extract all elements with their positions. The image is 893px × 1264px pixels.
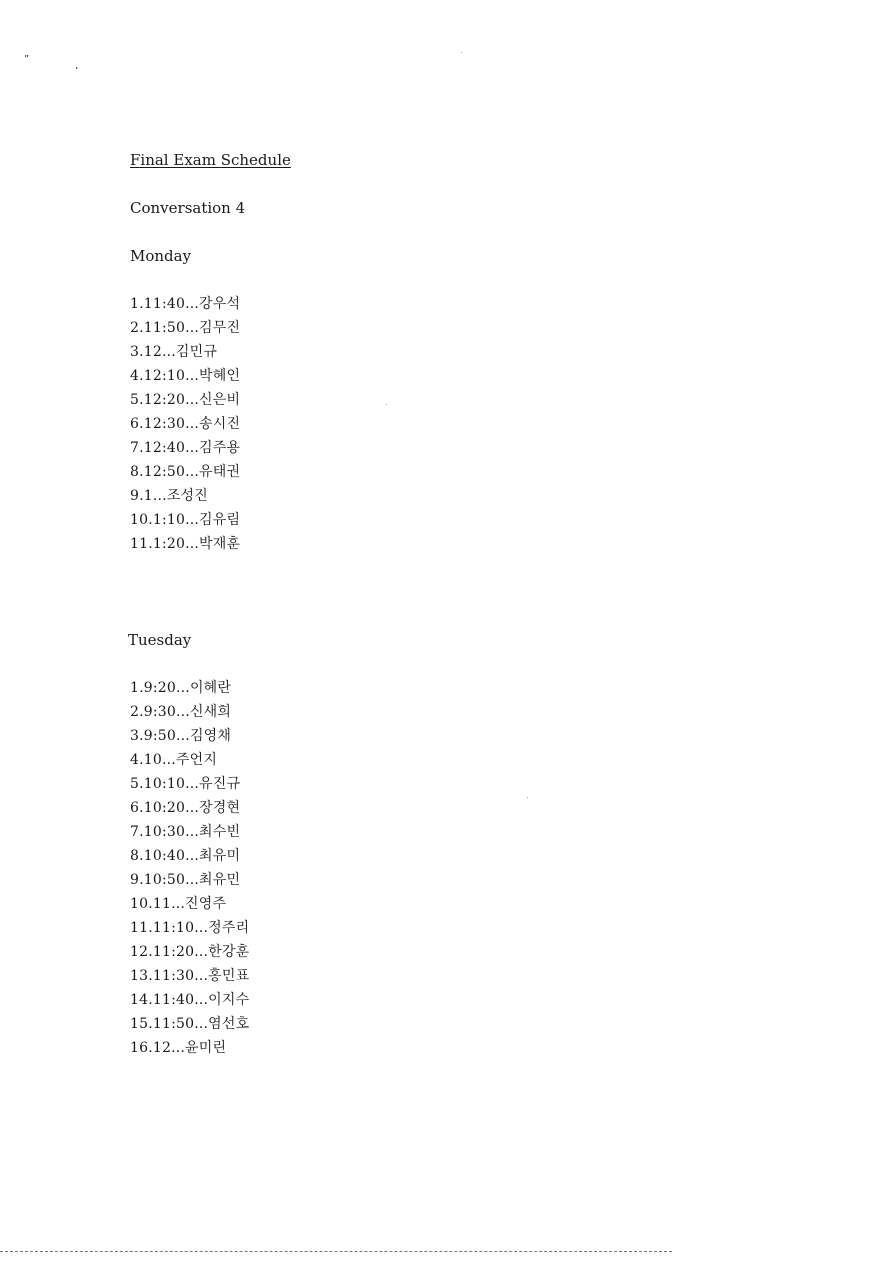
schedule-entry: 8.12:50...유태권 xyxy=(130,464,241,480)
schedule-entry: 4.12:10...박혜인 xyxy=(130,368,241,384)
schedule-entry: 6.12:30...송시진 xyxy=(130,416,241,432)
schedule-entry: 3.9:50...김영채 xyxy=(130,728,232,744)
schedule-entry: 14.11:40...이지수 xyxy=(130,992,250,1008)
document-body xyxy=(130,148,530,1060)
schedule-entry: 5.12:20...신은비 xyxy=(130,392,241,408)
schedule-entry: 1.11:40...강우석 xyxy=(130,296,241,312)
document-title: Final Exam Schedule xyxy=(130,151,291,169)
schedule-entry: 5.10:10...유진규 xyxy=(130,776,241,792)
bottom-scan-line xyxy=(0,1251,672,1252)
schedule-entry: 7.12:40...김주용 xyxy=(130,440,241,456)
schedule-entry: 6.10:20...장경현 xyxy=(130,800,241,816)
schedule-entry: 10.11...진영주 xyxy=(130,896,227,912)
scan-speck xyxy=(461,52,462,53)
schedule-entry: 1.9:20...이혜란 xyxy=(130,680,232,696)
schedule-entry: 11.11:10...정주리 xyxy=(130,920,250,936)
schedule-entry: 16.12...윤미린 xyxy=(130,1040,227,1056)
tuesday-heading: Tuesday xyxy=(128,631,192,649)
schedule-entry: 13.11:30...홍민표 xyxy=(130,968,250,984)
tuesday-schedule-list xyxy=(130,676,530,1060)
monday-schedule-list xyxy=(130,292,530,556)
schedule-entry: 10.1:10...김유림 xyxy=(130,512,241,528)
schedule-entry: 3.12...김민규 xyxy=(130,344,218,360)
schedule-entry: 12.11:20...한강훈 xyxy=(130,944,250,960)
scan-mark: ’ xyxy=(75,66,79,77)
scan-mark: ” xyxy=(24,54,30,65)
document-subtitle: Conversation 4 xyxy=(130,199,246,217)
schedule-entry: 2.11:50...김무진 xyxy=(130,320,241,336)
monday-heading: Monday xyxy=(130,247,192,265)
schedule-entry: 2.9:30...신새희 xyxy=(130,704,232,720)
schedule-entry: 8.10:40...최유미 xyxy=(130,848,241,864)
schedule-entry: 4.10...주언지 xyxy=(130,752,218,768)
schedule-entry: 9.10:50...최유민 xyxy=(130,872,241,888)
schedule-entry: 7.10:30...최수빈 xyxy=(130,824,241,840)
schedule-entry: 15.11:50...염선호 xyxy=(130,1016,250,1032)
schedule-entry: 11.1:20...박재훈 xyxy=(130,536,241,552)
schedule-entry: 9.1...조성진 xyxy=(130,488,208,504)
